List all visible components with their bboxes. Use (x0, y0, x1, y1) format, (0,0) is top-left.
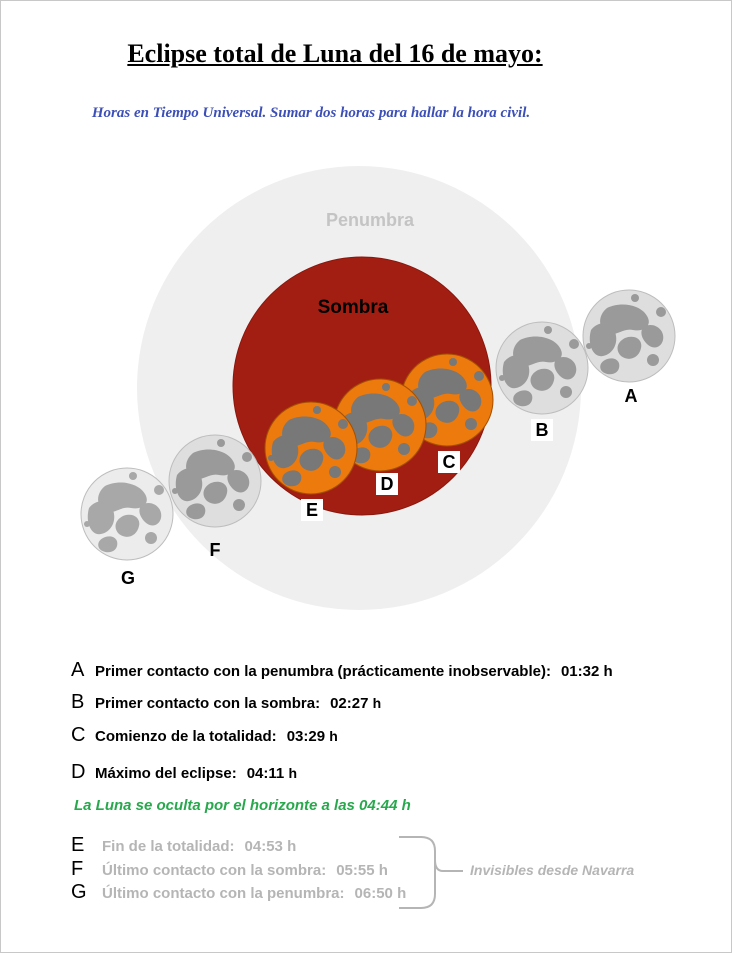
event-row-c (71, 724, 338, 747)
moon-e-label: E (305, 500, 319, 520)
event-row-b (71, 691, 381, 714)
event-time: 06:50 (354, 885, 393, 902)
event-time: 04:53 (244, 838, 283, 855)
event-row-a (71, 659, 613, 682)
event-text: Último contacto con la penumbra: (102, 885, 345, 902)
event-time: 02:27 (330, 695, 369, 712)
moon-e (265, 402, 357, 494)
event-letter: D (71, 761, 86, 783)
moon-b-label: B (535, 420, 549, 440)
moon-b (496, 322, 588, 414)
event-unit: h (378, 862, 388, 879)
invisible-label: Invisibles desde Navarra (470, 862, 635, 878)
event-text: Comienzo de la totalidad: (95, 728, 277, 745)
event-letter: E (71, 834, 85, 856)
eclipse-diagram (1, 1, 731, 641)
invisible-row-f (71, 858, 388, 881)
moon-a-label: A (624, 386, 638, 406)
moon-f (169, 435, 261, 527)
moon-a (583, 290, 675, 382)
event-time: 01:32 (560, 663, 600, 680)
event-letter: B (71, 691, 85, 713)
moon-f-label: F (209, 540, 221, 560)
horizon-note: La Luna se oculta por el horizonte a las 04:44 h (74, 797, 411, 814)
invisible-row-e (71, 834, 296, 857)
umbra-label: Sombra (317, 297, 389, 318)
moon-c-label: C (442, 452, 456, 472)
moon-g (81, 468, 173, 560)
event-letter: F (71, 858, 84, 880)
event-unit: h (287, 838, 297, 855)
event-letter: G (71, 881, 87, 903)
event-time: 05:55 (336, 862, 375, 879)
invisible-row-g (71, 881, 406, 904)
event-unit: h (603, 663, 613, 680)
subtitle: Horas en Tiempo Universal. Sumar dos horas para hallar la hora civil. (91, 105, 531, 121)
penumbra-label: Penumbra (325, 210, 415, 230)
event-time: 04:11 (246, 765, 285, 782)
event-text: Primer contacto con la sombra: (95, 695, 321, 712)
moon-g-label: G (120, 568, 136, 588)
moon-d-label: D (380, 474, 394, 494)
event-row-d (71, 761, 297, 784)
invisible-bracket (391, 833, 471, 913)
event-unit: h (372, 695, 382, 711)
event-time: 03:29 (286, 728, 326, 745)
event-unit: h (397, 885, 407, 902)
event-unit: h (288, 765, 297, 781)
event-text: Máximo del eclipse: (95, 765, 237, 782)
event-text: Último contacto con la sombra: (102, 862, 327, 879)
page-title: Eclipse total de Luna del 16 de mayo: (127, 39, 543, 68)
event-letter: C (71, 724, 86, 746)
event-text: Fin de la totalidad: (102, 838, 235, 855)
event-letter: A (71, 659, 85, 681)
event-text: Primer contacto con la penumbra (prácticamente inobservable): (95, 663, 551, 680)
event-unit: h (329, 728, 338, 744)
